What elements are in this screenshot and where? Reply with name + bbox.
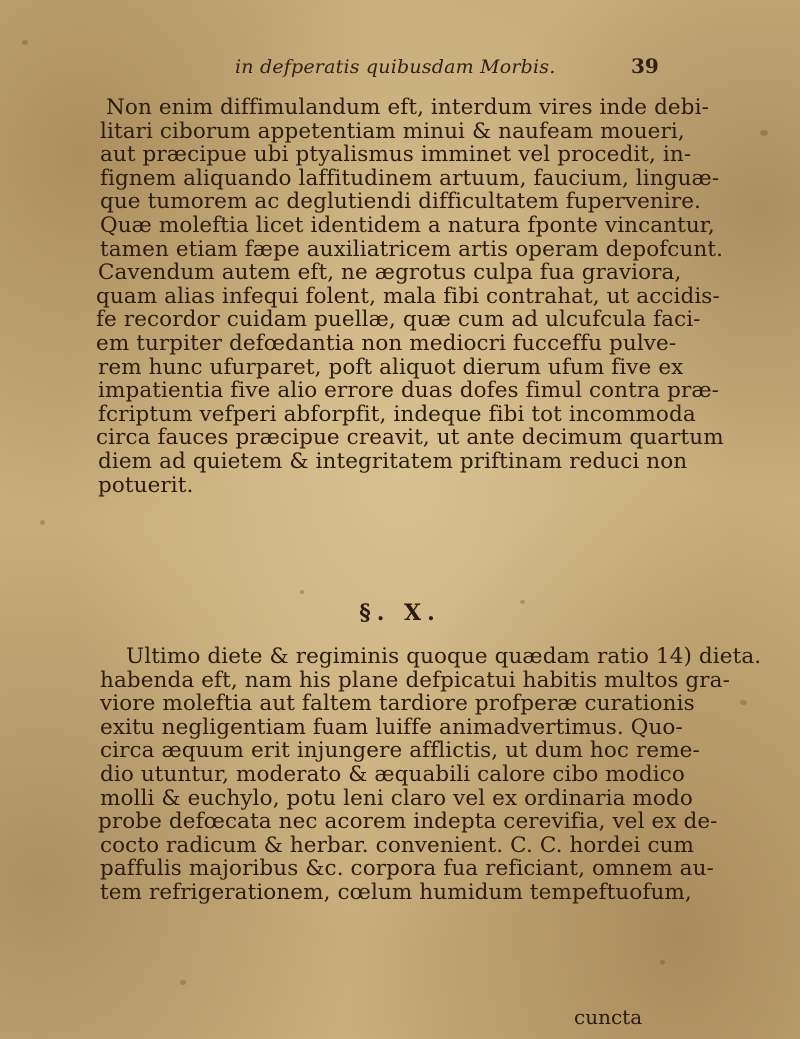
text-line: cocto radicum & herbar. convenient. C. C. hordei cum [100, 832, 695, 858]
paper-speck [180, 980, 186, 985]
text-line: fcriptum vefperi abforpfit, indeque fibi tot incommoda [98, 401, 696, 427]
paper-speck [760, 130, 768, 136]
running-header [95, 54, 685, 88]
text-line: fe recordor cuidam puellæ, quæ cum ad ulcufcula faci- [96, 307, 701, 333]
paragraph-1 [86, 95, 724, 498]
text-line: potuerit. [98, 472, 194, 498]
text-line: habenda eft, nam his plane defpicatui habitis multos gra- [100, 667, 730, 693]
paper-speck [300, 590, 304, 594]
text-line: molli & euchylo, potu leni claro vel ex ordinaria modo [100, 785, 693, 811]
text-line: exitu negligentiam fuam luiffe animadvertimus. Quo- [100, 714, 683, 740]
text-line: paffulis majoribus &c. corpora fua reficiant, omnem au- [100, 856, 714, 882]
text-line: rem hunc ufurparet, poft aliquot dierum ufum five ex [98, 354, 684, 380]
text-line: circa fauces præcipue creavit, ut ante decimum quartum [96, 425, 724, 451]
text-line: impatientia five alio errore duas dofes fimul contra præ- [98, 378, 719, 404]
text-line: Cavendum autem eft, ne ægrotus culpa fua graviora, [98, 260, 682, 286]
text-line: tamen etiam fæpe auxiliatricem artis operam depofcunt. [100, 236, 724, 262]
text-line: Quæ moleftia licet identidem a natura fponte vincantur, [100, 212, 715, 238]
text-line: diem ad quietem & integritatem priftinam reduci non [98, 448, 688, 474]
text-line: tem refrigerationem, cœlum humidum tempeftuofum, [100, 879, 692, 905]
paper-speck [40, 520, 45, 525]
page-number: 39 [631, 54, 659, 78]
text-line: Ultimo diete & regiminis quoque quædam ratio 14) dieta. [126, 644, 762, 669]
section-heading: §. X. [359, 600, 441, 626]
paragraph-2 [86, 644, 762, 905]
paper-speck [660, 960, 665, 965]
text-line: litari ciborum appetentiam minui & naufeam moueri, [100, 118, 685, 144]
text-line: Non enim diffimulandum eft, interdum vires inde debi- [106, 95, 709, 120]
text-line: em turpiter defœdantia non mediocri fucceffu pulve- [96, 330, 677, 356]
paper-speck [740, 700, 747, 705]
text-line: que tumorem ac deglutiendi difficultatem fupervenire. [100, 189, 701, 215]
text-line: circa æquum erit injungere afflictis, ut dum hoc reme- [100, 738, 700, 764]
text-line: viore moleftia aut faltem tardiore profperæ curationis [100, 691, 695, 717]
text-line: quam alias infequi folent, mala fibi contrahat, ut accidis- [96, 283, 720, 309]
running-title: in defperatis quibusdam Morbis. [235, 56, 556, 78]
text-line: fignem aliquando laffitudinem artuum, faucium, linguæ- [100, 165, 720, 191]
paper-speck [22, 40, 28, 45]
text-line: probe defœcata nec acorem indepta cerevifia, vel ex de- [98, 809, 718, 835]
text-line: aut præcipue ubi ptyalismus imminet vel procedit, in- [100, 142, 692, 168]
catchword: cuncta [574, 1005, 643, 1029]
text-line: dio utuntur, moderato & æquabili calore cibo modico [100, 761, 685, 787]
